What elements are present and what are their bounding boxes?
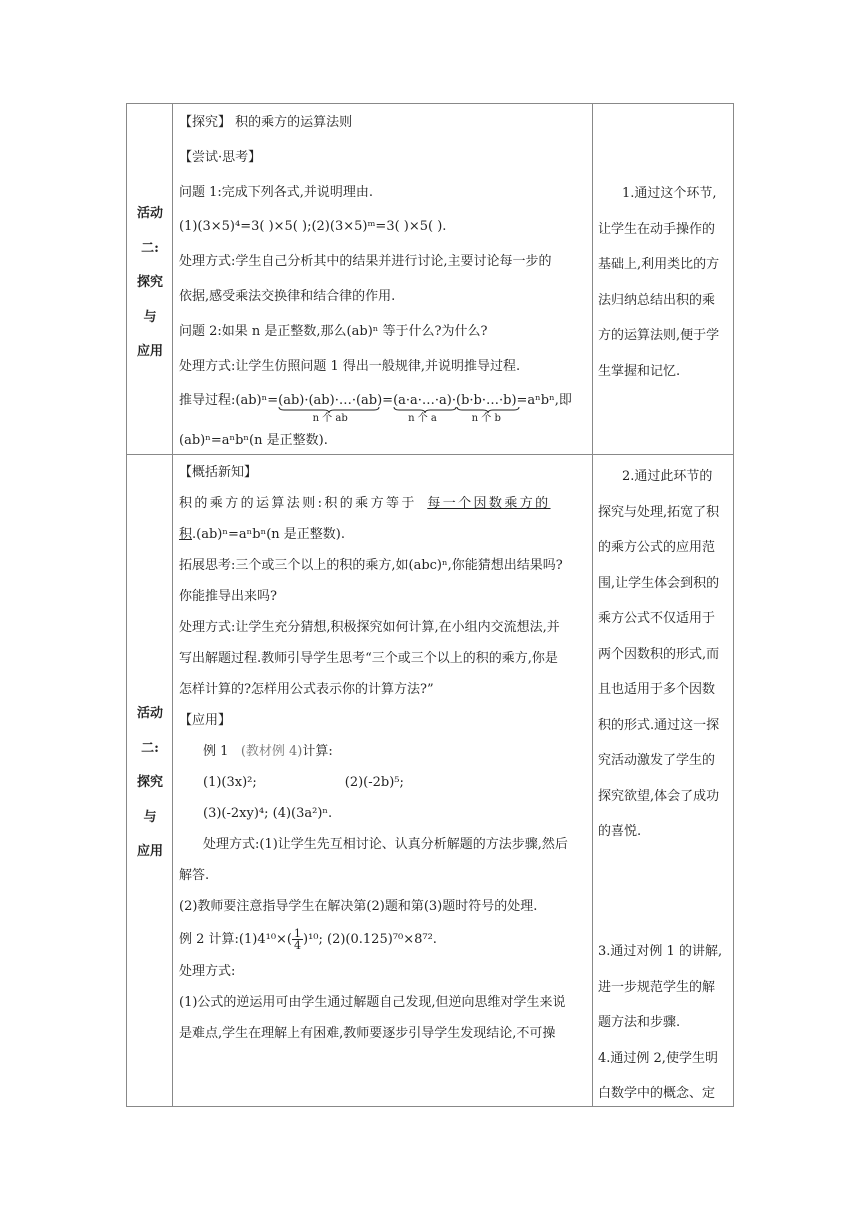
note-line: 围,让学生体会到积的	[598, 575, 720, 591]
column-divider	[592, 104, 593, 1106]
method-text: 解答.	[179, 868, 210, 883]
method-text: 处理方式:(1)让学生先互相讨论、认真分析解题的方法步骤,然后	[203, 837, 568, 852]
row2-notes	[598, 467, 728, 858]
method-text: (2)教师要注意指导学生在解决第(2)题和第(3)题时符号的处理.	[179, 899, 538, 914]
method-text: 是难点,学生在理解上有困难,教师要逐步引导学生发现结论,不可操	[179, 1026, 556, 1041]
brace-group-b: (b·b·…·b) n 个 b	[456, 391, 517, 411]
note-line: 基础上,利用类比的方	[598, 257, 720, 272]
note-line: 乘方公式不仅适用于	[598, 611, 716, 626]
note-line: 题方法和步骤.	[598, 1015, 681, 1030]
section-heading: 【尝试·思考】	[179, 149, 262, 165]
question-text: 问题 1:完成下列各式,并说明理由.	[179, 184, 374, 200]
row1-content	[179, 113, 587, 466]
rule-text: 积.(ab)ⁿ=aⁿbⁿ(n 是正整数).	[179, 527, 345, 542]
note-line: 方的运算法则,便于学	[598, 328, 720, 343]
note-line: 探究欲望,体会了成功	[598, 788, 720, 804]
rule-text: 积的乘方的运算法则:积的乘方等于 每一个因数乘方的	[179, 494, 587, 514]
derivation-result: (ab)ⁿ=aⁿbⁿ(n 是正整数).	[179, 433, 328, 449]
method-text: 处理方式:让学生充分猜想,积极探究如何计算,在小组内交流想法,并	[179, 620, 560, 635]
brace-group-a: (a·a·…·a) n 个 a	[393, 391, 452, 411]
note-line: 的乘方公式的应用范	[598, 540, 716, 555]
note-line: 法归纳总结出积的乘	[598, 292, 716, 308]
section-heading: 【概括新知】	[179, 465, 258, 480]
lesson-table	[126, 103, 734, 1107]
answer-blank: 积	[179, 527, 193, 542]
method-text: 怎样计算的?怎样用公式表示你的计算方法?”	[179, 682, 434, 697]
section-heading: 【应用】	[179, 713, 232, 728]
note-line: 积的形式.通过这一探	[598, 717, 720, 733]
note-line: 4.通过例 2,使学生明	[598, 1050, 718, 1066]
section-heading: 【探究】 积的乘方的运算法则	[179, 115, 353, 130]
note-line: 进一步规范学生的解	[598, 979, 716, 995]
note-line: 生掌握和记忆.	[598, 363, 681, 379]
extend-text: 你能推导出来吗?	[179, 589, 277, 604]
brace-group-ab: (ab)·(ab)·…·(ab) n 个 ab	[278, 393, 383, 425]
fraction: $\frac{1}{4}$	[294, 927, 301, 952]
example-items: (1)(3x)²; (2)(-2b)⁵;	[203, 775, 404, 790]
method-text: 写出解题过程.教师引导学生思考“三个或三个以上的积的乘方,你是	[179, 651, 558, 666]
note-line: 探究与处理,拓宽了积	[598, 504, 720, 520]
note-line: 2.通过此环节的	[622, 469, 713, 484]
example-items: (3)(-2xy)⁴; (4)(3a²)ⁿ.	[203, 806, 333, 821]
example-2: 例 2 计算:(1)4¹⁰×( $\frac{1}{4}$ )¹⁰; (2)(0.125)⁷⁰×8⁷².	[179, 927, 437, 952]
note-line: 3.通过对例 1 的讲解,	[598, 944, 723, 959]
method-text: 处理方式:学生自己分析其中的结果并进行讨论,主要讨论每一步的	[179, 254, 552, 270]
note-line: 两个因数积的形式,而	[598, 646, 720, 662]
note-line: 白数学中的概念、定	[598, 1086, 716, 1101]
row2-notes-3	[598, 942, 728, 1120]
note-line: 1.通过这个环节,	[622, 186, 717, 201]
note-line: 且也适用于多个因数	[598, 682, 716, 697]
note-line: 究活动激发了学生的	[598, 753, 716, 768]
row1-notes	[598, 184, 728, 397]
activity-label: 活动 二: 探究 与 应用	[136, 706, 163, 859]
method-text: (1)公式的逆运用可由学生通过解题自己发现,但逆向思维对学生来说	[179, 995, 566, 1010]
note-line: 的喜悦.	[598, 824, 642, 839]
example-title: 例 1 (教材例 4)计算:	[203, 744, 333, 759]
derivation-line: 推导过程:(ab)ⁿ=(ab)·(ab)·…·(ab) n 个 ab =(a·a·…·a) n 个 a ·(b·b·…·b) n 个 b =aⁿbⁿ,即	[179, 393, 572, 425]
question-text: 问题 2:如果 n 是正整数,那么(ab)ⁿ 等于什么?为什么?	[179, 323, 488, 339]
method-text: 处理方式:	[179, 964, 236, 979]
method-text: 处理方式:让学生仿照问题 1 得出一般规律,并说明推导过程.	[179, 358, 521, 374]
note-line: 让学生在动手操作的	[598, 221, 716, 237]
formula-text: (1)(3×5)⁴=3( )×5( );(2)(3×5)ᵐ=3( )×5( ).	[179, 219, 447, 235]
activity-label: 活动 二: 探究 与 应用	[136, 206, 163, 359]
method-text: 依据,感受乘法交换律和结合律的作用.	[179, 288, 396, 304]
row2-content	[179, 463, 587, 1055]
answer-blank: 每一个因数乘方的	[427, 496, 551, 511]
extend-text: 拓展思考:三个或三个以上的积的乘方,如(abc)ⁿ,你能猜想出结果吗?	[179, 558, 563, 573]
